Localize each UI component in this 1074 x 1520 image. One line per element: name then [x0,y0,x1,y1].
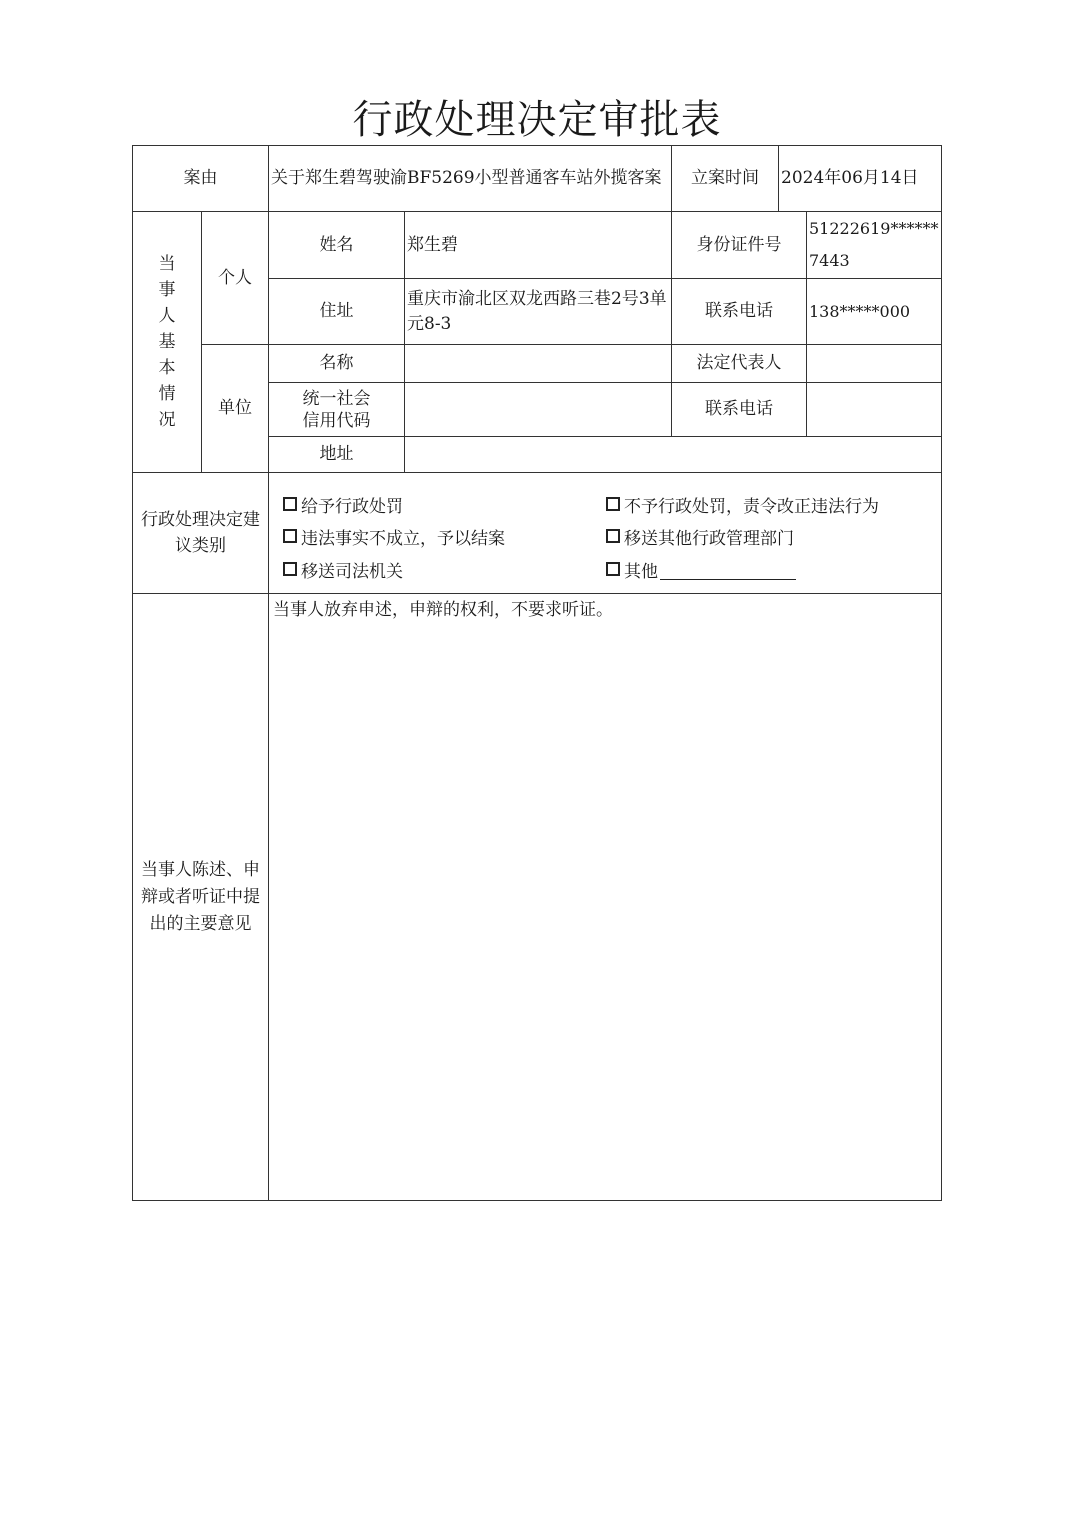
unit-address-label: 地址 [319,444,354,464]
unit-address-value [405,437,941,472]
unit-name-label: 名称 [319,353,354,373]
checkbox-close-case[interactable] [283,529,297,543]
option-give-penalty[interactable] [283,491,403,517]
option-other-label: 其他 [624,561,658,582]
phone-value: 138*****000 [809,302,911,321]
option-close-case[interactable] [283,523,505,549]
option-other[interactable] [606,556,796,582]
case-value: 关于郑生碧驾驶渝BF5269小型普通客车站外揽客案 [271,168,662,188]
id-value: 51222619******7443 [809,219,939,270]
option-close-case-label: 违法事实不成立，予以结案 [301,528,505,549]
address-label: 住址 [319,301,354,321]
checkbox-other[interactable] [606,562,620,576]
option-no-penalty-label: 不予行政处罚，责令改正违法行为 [624,496,879,517]
credit-code-label: 统一社会信用代码 [302,388,371,431]
filing-time-label: 立案时间 [691,168,759,188]
option-no-penalty[interactable] [606,491,879,517]
id-label: 身份证件号 [696,234,782,255]
unit-name-value [405,345,671,382]
phone-label: 联系电话 [705,301,773,321]
name-value: 郑生碧 [407,234,458,255]
checkbox-give-penalty[interactable] [283,497,297,511]
option-transfer-judicial[interactable] [283,556,403,582]
option-transfer-judicial-label: 移送司法机关 [301,561,403,582]
unit-label: 单位 [218,398,252,418]
unit-phone-label: 联系电话 [705,399,773,419]
credit-code-value [405,383,671,436]
unit-phone-value [807,383,941,436]
other-blank-line[interactable] [660,559,796,580]
checkbox-transfer-admin[interactable] [606,529,620,543]
statement-label: 当事人陈述、申辩或者听证中提出的主要意见 [141,859,260,934]
legal-rep-label: 法定代表人 [696,353,782,373]
legal-rep-value [807,345,941,382]
individual-label: 个人 [218,267,252,288]
option-transfer-admin[interactable] [606,523,794,549]
statement-value: 当事人放弃申述，申辩的权利，不要求听证。 [273,600,613,620]
address-value: 重庆市渝北区双龙西路三巷2号3单元8-3 [407,288,667,334]
form-title: 行政处理决定审批表 [352,97,722,143]
option-give-penalty-label: 给予行政处罚 [301,496,403,517]
filing-time-value: 2024年06月14日 [781,168,919,188]
case-label: 案由 [183,168,218,188]
name-label: 姓名 [319,234,354,255]
checkbox-no-penalty[interactable] [606,497,620,511]
option-transfer-admin-label: 移送其他行政管理部门 [624,528,794,549]
checkbox-transfer-judicial[interactable] [283,562,297,576]
party-section-label: 当事人基本情况 [158,254,176,430]
decision-label: 行政处理决定建议类别 [141,510,260,556]
